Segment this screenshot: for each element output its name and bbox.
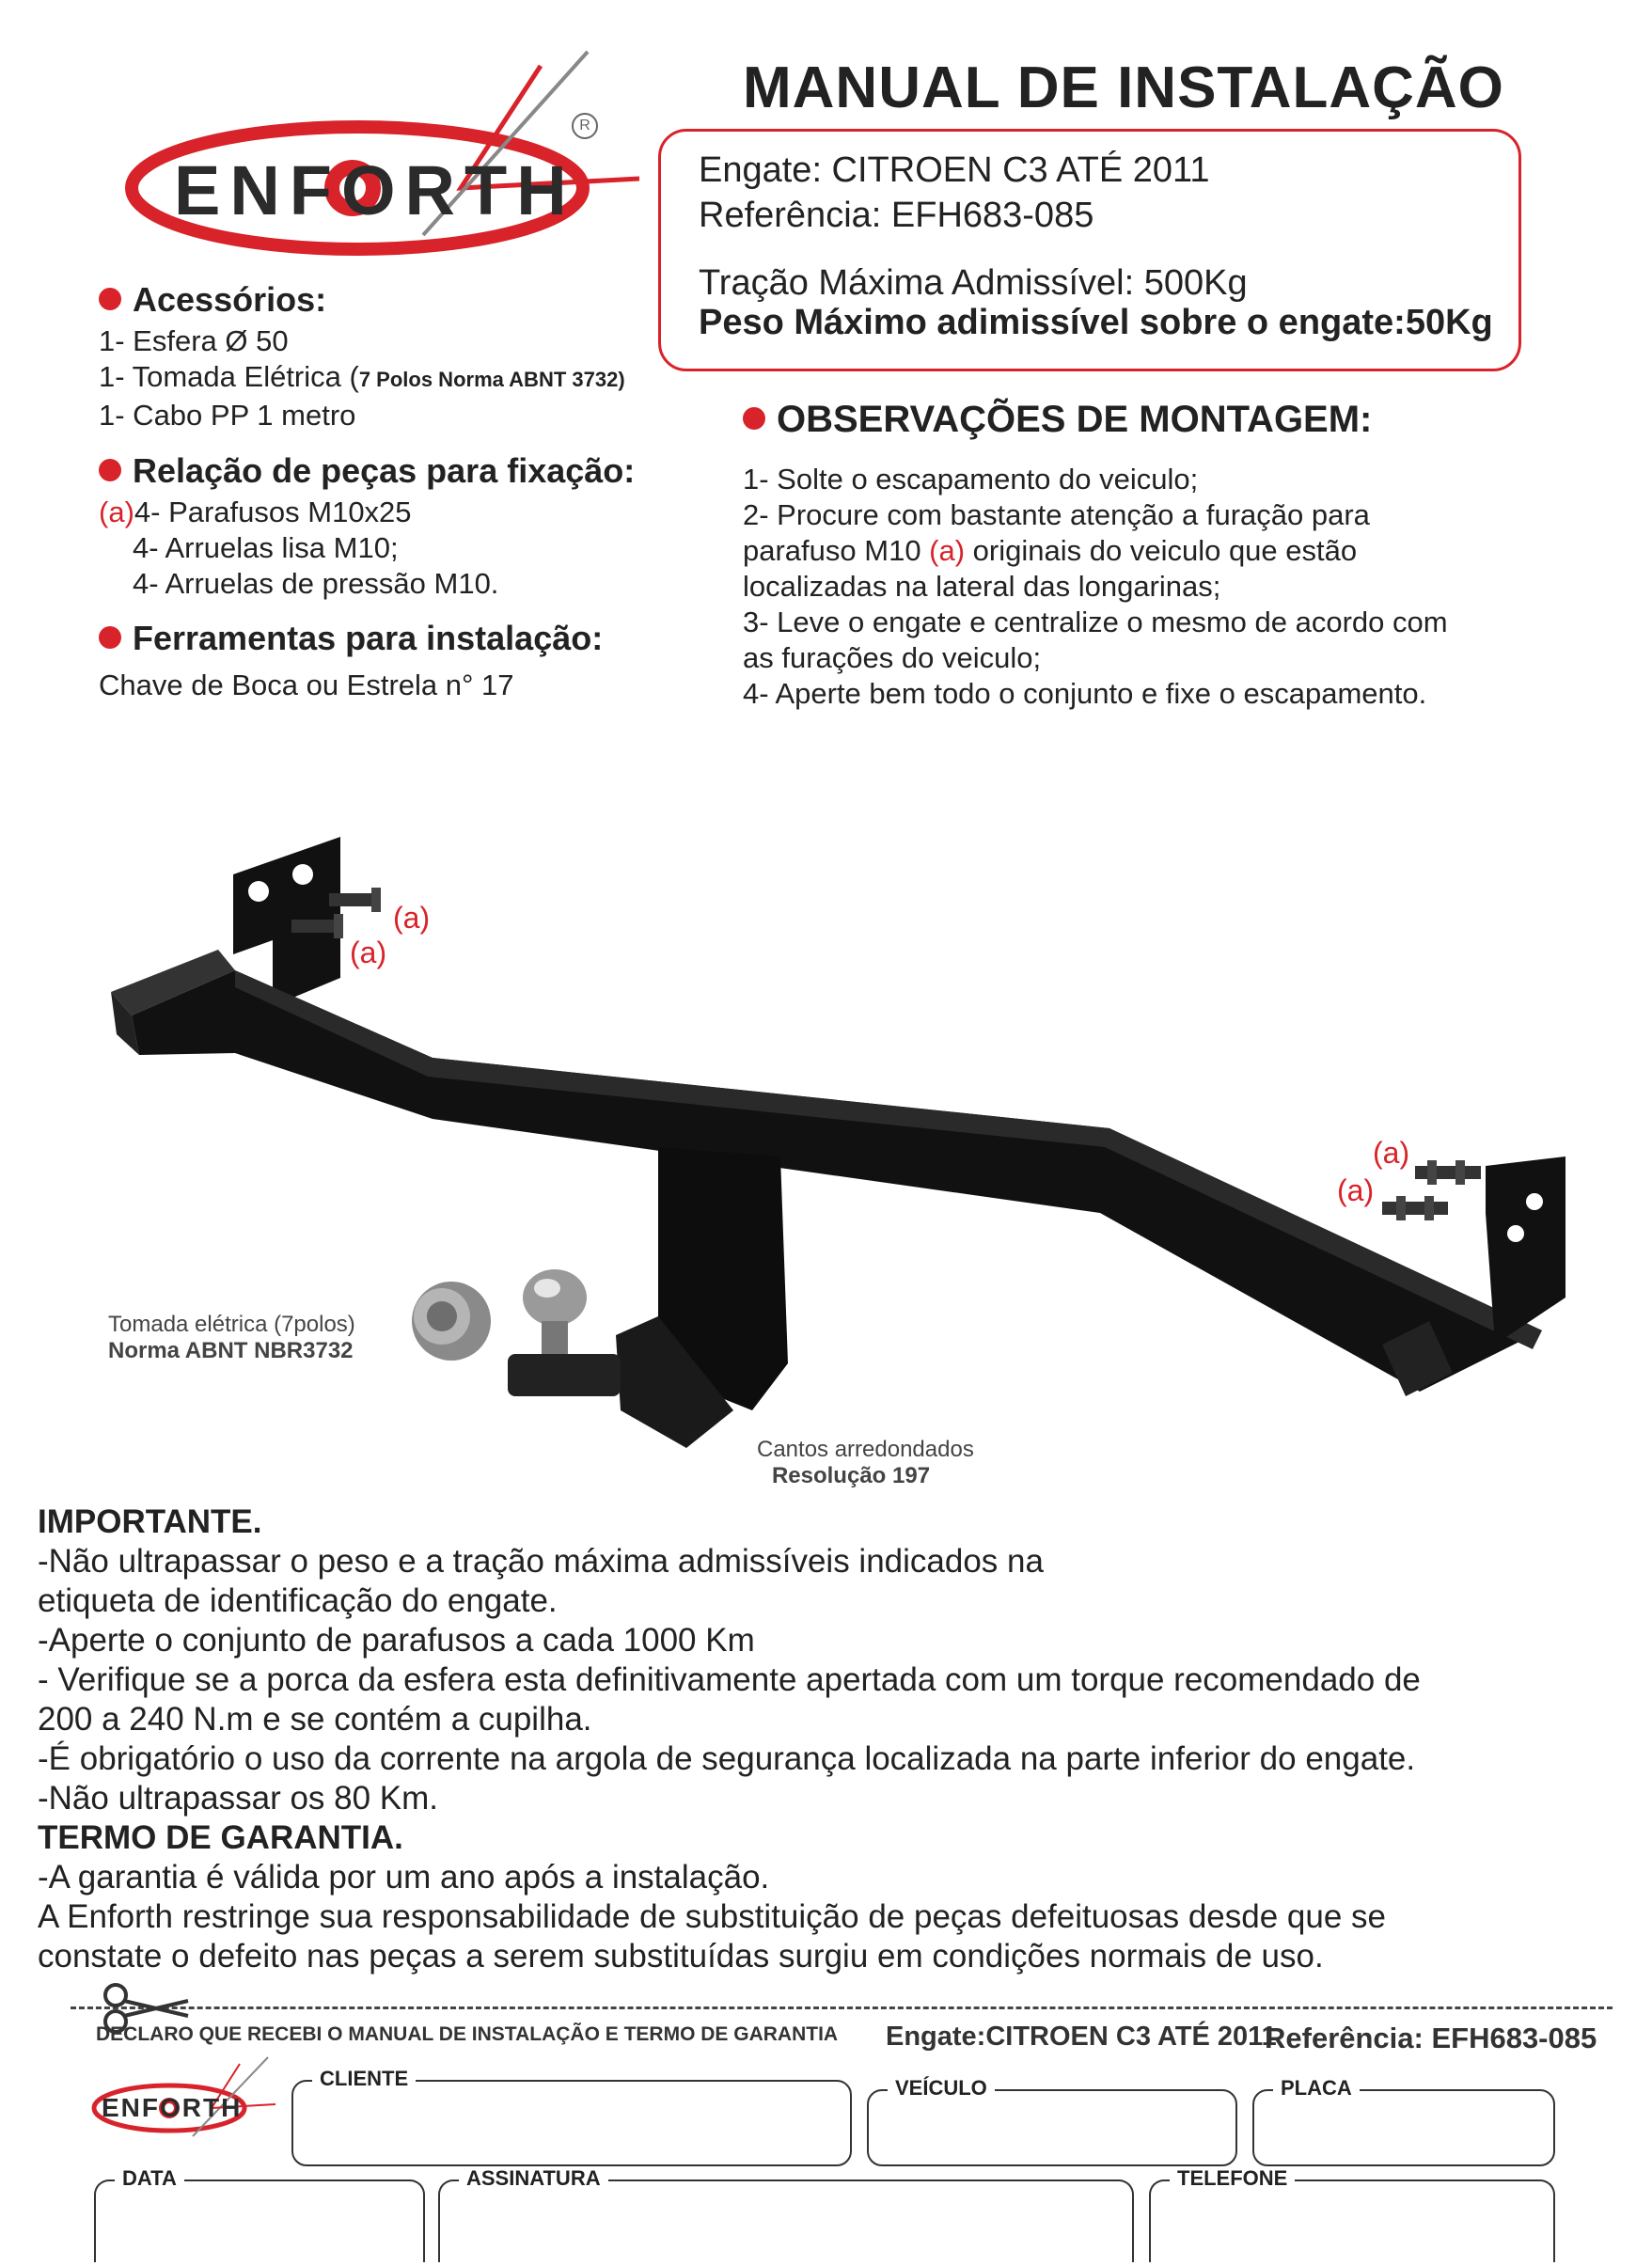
assinatura-field[interactable]	[438, 2166, 1134, 2262]
important-line: -Não ultrapassar os 80 Km.	[38, 1780, 439, 1817]
coupon-declaration: DECLARO QUE RECEBI O MANUAL DE INSTALAÇÃO E TERMO DE GARANTIA	[96, 2023, 839, 2045]
important-line: etiqueta de identificação do engate.	[38, 1582, 558, 1619]
warranty-line: -A garantia é válida por um ano após a instalação.	[38, 1859, 770, 1896]
logo-wordmark: ENFORTH	[174, 151, 576, 229]
placa-field[interactable]	[1252, 2076, 1555, 2166]
accessory-item: 1- Esfera Ø 50	[99, 324, 289, 357]
observation-line: 4- Aperte bem todo o conjunto e fixe o escapamento.	[743, 677, 1427, 710]
veiculo-label: VEÍCULO	[888, 2076, 995, 2101]
spec-box	[658, 129, 1521, 371]
warranty-line: constate o defeito nas peças a serem substituídas surgiu em condições normais de uso.	[38, 1938, 1324, 1975]
tools-item: Chave de Boca ou Estrela n° 17	[99, 669, 514, 701]
parts-item: (a)4- Parafusos M10x25	[99, 496, 412, 528]
observation-line: 1- Solte o escapamento do veiculo;	[743, 463, 1199, 496]
placa-label: PLACA	[1273, 2076, 1360, 2101]
veiculo-field[interactable]	[867, 2076, 1237, 2166]
observation-line: as furações do veiculo;	[743, 641, 1042, 674]
telefone-label: TELEFONE	[1170, 2166, 1295, 2191]
warranty-title: TERMO DE GARANTIA.	[38, 1819, 403, 1856]
important-line: 200 a 240 N.m e se contém a cupilha.	[38, 1701, 592, 1738]
observation-line: 3- Leve o engate e centralize o mesmo de acordo com	[743, 606, 1448, 638]
important-line: -Não ultrapassar o peso e a tração máxima admissíveis indicados na	[38, 1543, 1044, 1580]
important-line: -É obrigatório o uso da corrente na argola de segurança localizada na parte inferior do engate.	[38, 1740, 1416, 1777]
important-title: IMPORTANTE.	[38, 1503, 262, 1540]
parts-section	[99, 451, 635, 602]
spec-tracao: Tração Máxima Admissível: 500Kg	[699, 263, 1248, 303]
coupon-engate: Engate:CITROEN C3 ATÉ 2011	[886, 2022, 1277, 2052]
parts-item: 4- Arruelas de pressão M10.	[133, 567, 499, 600]
bullet-icon	[99, 459, 121, 481]
registered-mark: R	[572, 113, 598, 139]
bullet-icon	[99, 626, 121, 649]
cut-line	[71, 2006, 1613, 2009]
coupon-referencia: Referência: EFH683-085	[1265, 2022, 1597, 2054]
cliente-field[interactable]	[291, 2067, 852, 2166]
observations-section	[743, 399, 1448, 712]
bullet-icon	[743, 407, 765, 430]
observation-line: 2- Procure com bastante atenção a furação para	[743, 498, 1370, 531]
data-field[interactable]	[94, 2166, 425, 2262]
observation-line: localizadas na lateral das longarinas;	[743, 570, 1221, 603]
warranty-line: A Enforth restringe sua responsabilidade de substituição de peças defeituosas desde que se	[38, 1898, 1387, 1935]
assinatura-label: ASSINATURA	[459, 2166, 608, 2191]
tools-title: Ferramentas para instalação:	[99, 619, 603, 658]
page-title: MANUAL DE INSTALAÇÃO	[743, 55, 1504, 120]
spec-referencia: Referência: EFH683-085	[699, 196, 1094, 235]
socket-caption: Tomada elétrica (7polos) Norma ABNT NBR3732	[108, 1312, 355, 1363]
important-section	[38, 1503, 1421, 1976]
coupon-logo-wordmark: ENFORTH	[102, 2093, 243, 2122]
tools-section	[99, 619, 603, 703]
accessories-title: Acessórios:	[99, 280, 625, 320]
observations-title: OBSERVAÇÕES DE MONTAGEM:	[743, 399, 1448, 441]
accessory-item: 1- Cabo PP 1 metro	[99, 399, 356, 432]
cliente-label: CLIENTE	[312, 2067, 416, 2091]
bolt-marker: (a)	[350, 936, 387, 969]
accessories-section	[99, 280, 625, 433]
bolt-marker: (a)	[1337, 1173, 1375, 1207]
parts-item: 4- Arruelas lisa M10;	[133, 531, 399, 564]
part-marker: (a)	[99, 496, 134, 528]
important-line: -Aperte o conjunto de parafusos a cada 1000 Km	[38, 1622, 755, 1659]
bullet-icon	[99, 288, 121, 310]
corners-caption: Cantos arredondados Resolução 197	[757, 1437, 974, 1488]
telefone-field[interactable]	[1149, 2166, 1555, 2262]
spec-peso: Peso Máximo adimissível sobre o engate:50Kg	[699, 303, 1493, 342]
bolt-marker: (a)	[1373, 1136, 1410, 1170]
bolt-marker: (a)	[393, 901, 431, 935]
spec-engate: Engate: CITROEN C3 ATÉ 2011	[699, 150, 1210, 190]
observation-line: parafuso M10 (a) originais do veiculo que estão	[743, 534, 1358, 567]
accessory-item: 1- Tomada Elétrica (7 Polos Norma ABNT 3732)	[99, 360, 625, 393]
data-label: DATA	[115, 2166, 184, 2191]
parts-title: Relação de peças para fixação:	[99, 451, 635, 491]
important-line: - Verifique se a porca da esfera esta definitivamente apertada com um torque recomendado de	[38, 1661, 1421, 1698]
